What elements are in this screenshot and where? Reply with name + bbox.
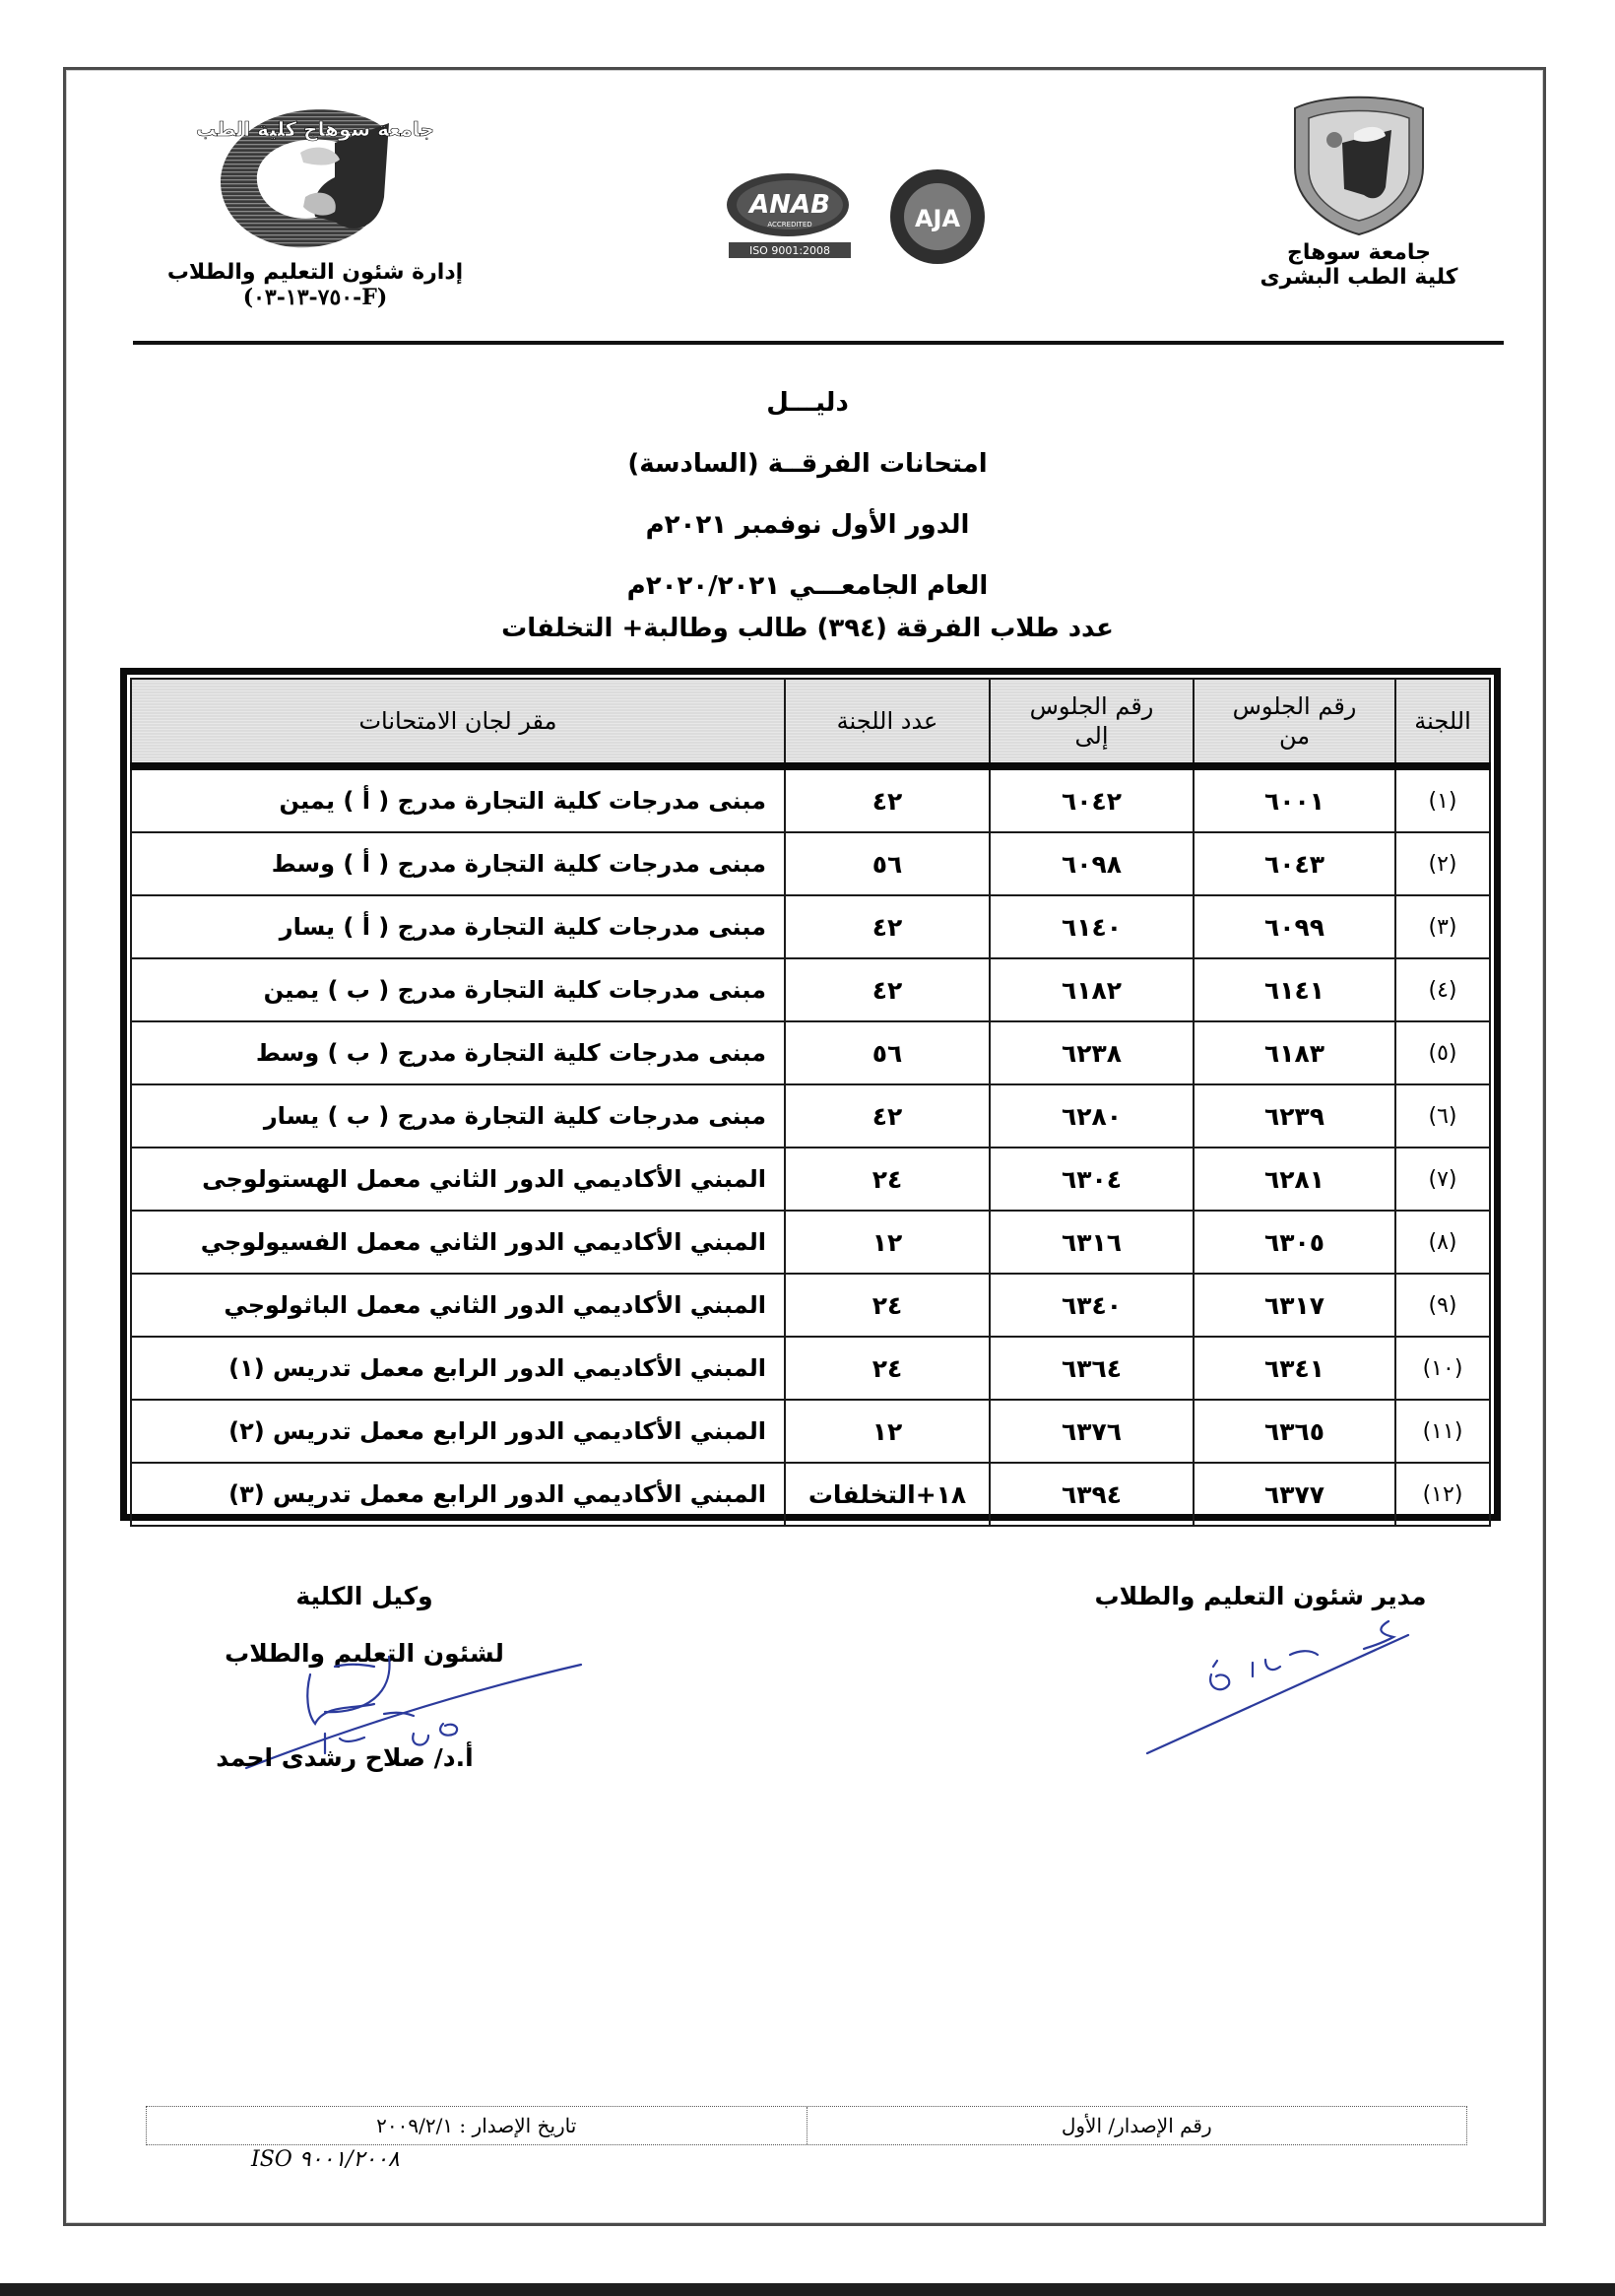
header-committee-label: اللجنة <box>1414 707 1471 735</box>
seat-to-cell: ٦٢٣٨ <box>990 1021 1194 1084</box>
table-row <box>131 895 1490 958</box>
location-cell: المبني الأكاديمي الدور الثاني معمل الفسيولوجي <box>131 1211 785 1274</box>
committee-number-cell: (١) <box>1395 766 1490 832</box>
table-row <box>131 958 1490 1021</box>
location-cell: مبنى مدرجات كلية التجارة مدرج ( ب ) وسط <box>131 1021 785 1084</box>
aja-logo <box>890 169 985 264</box>
table-row <box>131 1400 1490 1463</box>
seat-to-cell: ٦٣٦٤ <box>990 1337 1194 1400</box>
certification-logos <box>719 165 1014 274</box>
header-seat-from <box>1194 679 1395 766</box>
seat-to-cell: ٦٣٤٠ <box>990 1274 1194 1337</box>
seat-from-cell: ٦١٨٣ <box>1194 1021 1395 1084</box>
title-student-count: عدد طلاب الفرقة (٣٩٤) طالب وطالبة+ التخلفات <box>501 614 1114 643</box>
location-cell: المبني الأكاديمي الدور الثاني معمل الهستولوجى <box>131 1148 785 1211</box>
seat-to-cell: ٦٠٤٢ <box>990 766 1194 832</box>
vice-dean-title: وكيل الكلية <box>295 1582 433 1610</box>
seat-from-cell: ٦٣٤١ <box>1194 1337 1395 1400</box>
committee-number-cell: (٤) <box>1395 958 1490 1021</box>
anab-accredited-text: ACCREDITED <box>767 221 812 229</box>
committee-count-cell: ٤٢ <box>785 766 990 832</box>
table-row <box>131 1337 1490 1400</box>
faculty-name: كلية الطب البشرى <box>1260 265 1458 290</box>
seat-from-cell: ٦٠٩٩ <box>1194 895 1395 958</box>
issue-date: تاريخ الإصدار : ٢٠٠٩/٢/١ <box>147 2107 808 2144</box>
title-guide: دليـــل <box>766 388 849 418</box>
committee-count-cell: ٤٢ <box>785 1084 990 1148</box>
faculty-of-medicine-logo <box>187 89 443 256</box>
document-control-box <box>146 2106 1467 2145</box>
committee-number-cell: (٦) <box>1395 1084 1490 1148</box>
title-round: الدور الأول نوفمبر ٢٠٢١م <box>645 510 970 540</box>
header-count-label: عدد اللجنة <box>836 707 938 735</box>
header-location-label: مقر لجان الامتحانات <box>358 707 557 735</box>
table-header-row <box>131 679 1490 766</box>
table-row <box>131 832 1490 895</box>
header-seat-from-line1: رقم الجلوس <box>1232 692 1357 720</box>
document-titles <box>414 372 1201 648</box>
aja-text: AJA <box>914 205 961 232</box>
iso-standard: ISO ٩٠٠١/٢٠٠٨ <box>251 2147 400 2172</box>
anab-logo <box>727 173 851 258</box>
seat-from-cell: ٦٢٨١ <box>1194 1148 1395 1211</box>
table-row <box>131 1148 1490 1211</box>
logo-arc-text-top: جامعة سوهاج كلية الطب <box>196 117 434 141</box>
seat-from-cell: ٦١٤١ <box>1194 958 1395 1021</box>
location-cell: مبنى مدرجات كلية التجارة مدرج ( أ ) يسار <box>131 895 785 958</box>
location-cell: مبنى مدرجات كلية التجارة مدرج ( ب ) يسار <box>131 1084 785 1148</box>
director-title: مدير شئون التعليم والطلاب <box>1094 1582 1427 1610</box>
committee-number-cell: (٧) <box>1395 1148 1490 1211</box>
issue-number: رقم الإصدار/ الأول <box>1061 2114 1212 2137</box>
iso-badge-text: ISO 9001:2008 <box>748 244 831 257</box>
committee-count-cell: ١٢ <box>785 1400 990 1463</box>
seat-to-cell: ٦٢٨٠ <box>990 1084 1194 1148</box>
committee-count-cell: ٤٢ <box>785 895 990 958</box>
committee-count-cell: ٥٦ <box>785 1021 990 1084</box>
committee-number-cell: (٣) <box>1395 895 1490 958</box>
vice-dean-subtitle: لشئون التعليم والطلاب <box>225 1639 504 1668</box>
title-academic-year: العام الجامعـــي ٢٠٢٠/٢٠٢١م <box>626 571 989 601</box>
exam-committees-table-frame <box>120 668 1501 1521</box>
scan-edge <box>0 2283 1615 2296</box>
table-row <box>131 1021 1490 1084</box>
committee-count-cell: ٥٦ <box>785 832 990 895</box>
seat-from-cell: ٦٣٠٥ <box>1194 1211 1395 1274</box>
seat-to-cell: ٦٣٧٦ <box>990 1400 1194 1463</box>
seat-to-cell: ٦١٤٠ <box>990 895 1194 958</box>
header-left <box>158 89 473 310</box>
table-row <box>131 766 1490 832</box>
header-seat-to-line2: إلى <box>1074 722 1109 750</box>
header-committee <box>1395 679 1490 766</box>
director-signature <box>1142 1615 1438 1773</box>
seat-to-cell: ٦٣١٦ <box>990 1211 1194 1274</box>
exam-committees-table <box>130 678 1491 1527</box>
committee-count-cell: ٢٤ <box>785 1148 990 1211</box>
department-name: إدارة شئون التعليم والطلاب <box>166 260 464 285</box>
location-cell: مبنى مدرجات كلية التجارة مدرج ( أ ) يمين <box>131 766 785 832</box>
committee-number-cell: (٩) <box>1395 1274 1490 1337</box>
anab-text: ANAB <box>749 190 830 220</box>
location-cell: المبني الأكاديمي الدور الرابع معمل تدريس (٣) <box>131 1463 785 1526</box>
table-row <box>131 1463 1490 1526</box>
committee-number-cell: (٢) <box>1395 832 1490 895</box>
table-row <box>131 1084 1490 1148</box>
table-row <box>131 1274 1490 1337</box>
vice-dean-name: أ.د/ صلاح رشدى احمد <box>216 1743 474 1772</box>
committee-number-cell: (٥) <box>1395 1021 1490 1084</box>
committee-number-cell: (١٢) <box>1395 1463 1490 1526</box>
committee-number-cell: (٨) <box>1395 1211 1490 1274</box>
committee-count-cell: ١٢ <box>785 1211 990 1274</box>
committee-count-cell: ١٨+التخلفات <box>785 1463 990 1526</box>
title-exams: امتحانات الفرقــة (السادسة) <box>627 449 988 479</box>
form-code: (F-٧٥٠-١٣-٠٣) <box>242 285 388 310</box>
committee-count-cell: ٤٢ <box>785 958 990 1021</box>
location-cell: المبني الأكاديمي الدور الرابع معمل تدريس (٢) <box>131 1400 785 1463</box>
seat-to-cell: ٦٣٩٤ <box>990 1463 1194 1526</box>
header-seat-to-line1: رقم الجلوس <box>1029 692 1154 720</box>
seat-from-cell: ٦٣١٧ <box>1194 1274 1395 1337</box>
location-cell: المبني الأكاديمي الدور الرابع معمل تدريس (١) <box>131 1337 785 1400</box>
committee-number-cell: (١١) <box>1395 1400 1490 1463</box>
committee-count-cell: ٢٤ <box>785 1337 990 1400</box>
header-location <box>131 679 785 766</box>
header-divider <box>133 341 1504 345</box>
location-cell: مبنى مدرجات كلية التجارة مدرج ( ب ) يمين <box>131 958 785 1021</box>
seat-from-cell: ٦٣٦٥ <box>1194 1400 1395 1463</box>
committee-number-cell: (١٠) <box>1395 1337 1490 1400</box>
header-seat-to <box>990 679 1194 766</box>
committee-count-cell: ٢٤ <box>785 1274 990 1337</box>
location-cell: مبنى مدرجات كلية التجارة مدرج ( أ ) وسط <box>131 832 785 895</box>
sohag-university-crest <box>1285 89 1433 236</box>
location-cell: المبني الأكاديمي الدور الثاني معمل الباثولوجي <box>131 1274 785 1337</box>
header-seat-from-line2: من <box>1278 722 1311 750</box>
university-name: جامعة سوهاج <box>1287 240 1431 265</box>
seat-to-cell: ٦١٨٢ <box>990 958 1194 1021</box>
header-committee-count <box>785 679 990 766</box>
seat-from-cell: ٦٣٧٧ <box>1194 1463 1395 1526</box>
table-row <box>131 1211 1490 1274</box>
seat-to-cell: ٦٣٠٤ <box>990 1148 1194 1211</box>
header-right <box>1241 89 1477 290</box>
seat-to-cell: ٦٠٩٨ <box>990 832 1194 895</box>
seat-from-cell: ٦٢٣٩ <box>1194 1084 1395 1148</box>
seat-from-cell: ٦٠٤٣ <box>1194 832 1395 895</box>
seat-from-cell: ٦٠٠١ <box>1194 766 1395 832</box>
